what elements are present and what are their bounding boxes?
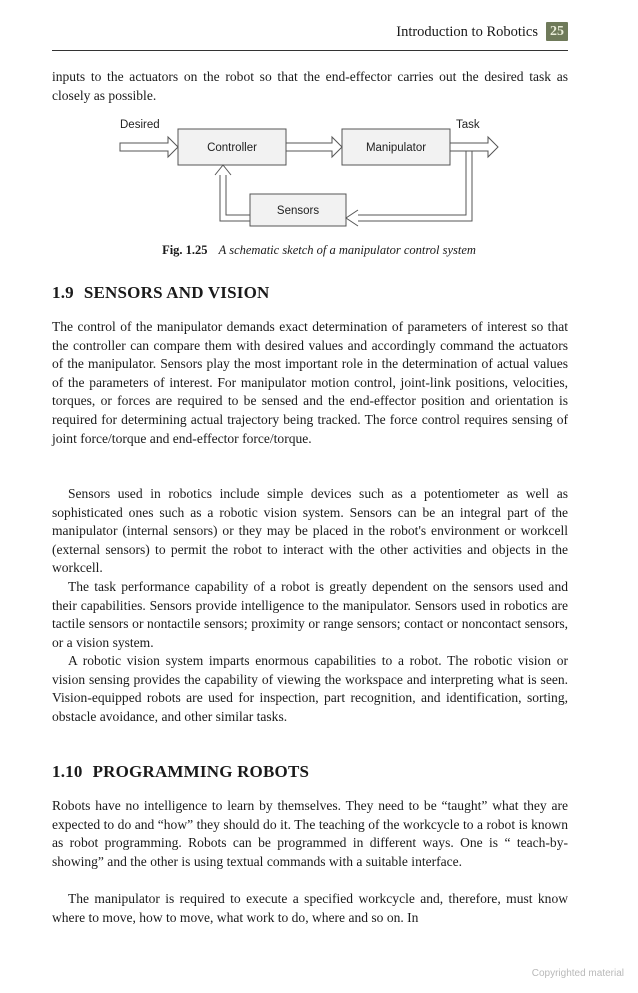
running-header xyxy=(52,20,568,51)
figure-caption xyxy=(0,243,638,258)
section-number: 1.9 xyxy=(52,283,74,302)
paragraph-control: The control of the manipulator demands exact determination of parameters of interest so that the controller can compare them with desired values and accordingly command the actuators of the manipulator. Sensors play the most important role in the determination of actual values of the parameters of interest. For manipulator motion control, joint-link positions, velocities, torques, or forces are required to be sensed and the end-effector position and orientation is required for determining actual trajectory being tracked. The force control requires sensing of joint force/torque and end-effector force/torque. xyxy=(52,319,568,446)
page-number: 25 xyxy=(546,22,568,41)
controller-block xyxy=(178,129,286,165)
paragraph-sensors-types: Sensors used in robotics include simple devices such as a potentiometer as well as sophisticated ones such as a robotic vision system. Sensors can be an integral part of the manipulator (internal sensors) or they may be placed in the robot's environment or workcell (external sensors) to permit the robot to interact with the other activities and objects in the workcell. xyxy=(52,486,568,576)
section-number: 1.10 xyxy=(52,762,83,781)
paragraph-workcycle: The manipulator is required to execute a specified workcycle and, therefore, must know where to move, how to move, what work to do, where and so on. In xyxy=(52,891,568,925)
paragraph-vision: A robotic vision system imparts enormous capabilities to a robot. The robotic vision or vision sensing provides the capability of viewing the workspace and interpreting what is seen. Vision-equipped robots are used for inspection, part recognition, and identification, sorting, obstacle avoidance, and other similar tasks. xyxy=(52,653,568,724)
desired-input-arrow xyxy=(120,137,178,157)
task-label: Task xyxy=(456,119,480,131)
sensors-label: Sensors xyxy=(276,205,320,217)
figure-caption-text: A schematic sketch of a manipulator control system xyxy=(218,243,476,257)
feedback-to-controller-path xyxy=(215,165,250,221)
manipulator-block xyxy=(342,129,450,165)
manipulator-label: Manipulator xyxy=(365,142,427,154)
desired-label: Desired xyxy=(120,119,160,131)
section-heading-1-9 xyxy=(52,283,270,303)
section-heading-1-10 xyxy=(52,762,309,782)
section-title: PROGRAMMING ROBOTS xyxy=(92,762,310,781)
sensors-block xyxy=(250,194,346,226)
controller-label: Controller xyxy=(207,142,257,154)
figure-number: Fig. 1.25 xyxy=(162,243,208,257)
intro-paragraph: inputs to the actuators on the robot so that the end-effector carries out the desired task as closely as possible. xyxy=(52,69,568,103)
control-system-diagram xyxy=(0,112,638,237)
paragraph-programming: Robots have no intelligence to learn by themselves. They need to be “taught” what they are expected to do and “how” they should do it. The teaching of the workcycle to a robot is known as robot programming. Robots can be programmed in different ways. One is “ teach-by-showing” and the other is using textual commands with a suitable interface. xyxy=(52,798,568,869)
copyright-watermark: Copyrighted material xyxy=(531,968,624,979)
task-output-arrow xyxy=(450,137,498,157)
controller-to-manipulator-arrow xyxy=(286,137,342,157)
running-title: Introduction to Robotics xyxy=(396,24,538,40)
paragraph-task-capability: The task performance capability of a robot is greatly dependent on the sensors used and their capabilities. Sensors provide intelligence to the manipulator. Sensors used in robotics are tactile sensors or nontactile sensors; proximity or range sensors; contact or noncontact sensors, or a vision system. xyxy=(52,579,568,650)
section-title: SENSORS AND VISION xyxy=(83,283,270,302)
